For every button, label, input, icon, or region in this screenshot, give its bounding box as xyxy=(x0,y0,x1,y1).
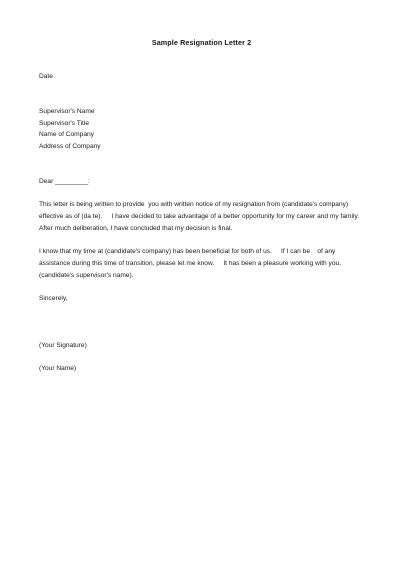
closing: Sincerely, xyxy=(39,295,68,302)
supervisor-title: Supervisor's Title xyxy=(39,120,89,127)
company-name: Name of Company xyxy=(39,131,94,138)
paragraph1-line3: After much deliberation, I have concluded that my decision is final. xyxy=(39,225,233,232)
paragraph2-line2: assistance during this time of transition, please let me know. It has been a pleasure working with you, xyxy=(39,260,342,267)
paragraph1-line1: This letter is being written to provide you with written notice of my resignation from (candidate's company) xyxy=(39,201,349,208)
date-line: Date xyxy=(39,73,53,80)
letter-title: Sample Resignation Letter 2 xyxy=(151,38,252,47)
company-address: Address of Company xyxy=(39,143,101,150)
supervisor-name: Supervisor's Name xyxy=(39,108,95,115)
paragraph1-line2: effective as of (da te). I have decided to take advantage of a better opportunity for my career and my family. xyxy=(39,213,360,220)
signature-placeholder: (Your Signature) xyxy=(39,342,87,349)
paragraph2-line3: (candidate's supervisor's name). xyxy=(39,272,134,279)
salutation: Dear _________: xyxy=(39,178,90,185)
paragraph2-line1: I know that my time at (candidate's company) has been beneficial for both of us. If I can be of any xyxy=(39,248,336,255)
name-placeholder: (Your Name) xyxy=(39,365,77,372)
